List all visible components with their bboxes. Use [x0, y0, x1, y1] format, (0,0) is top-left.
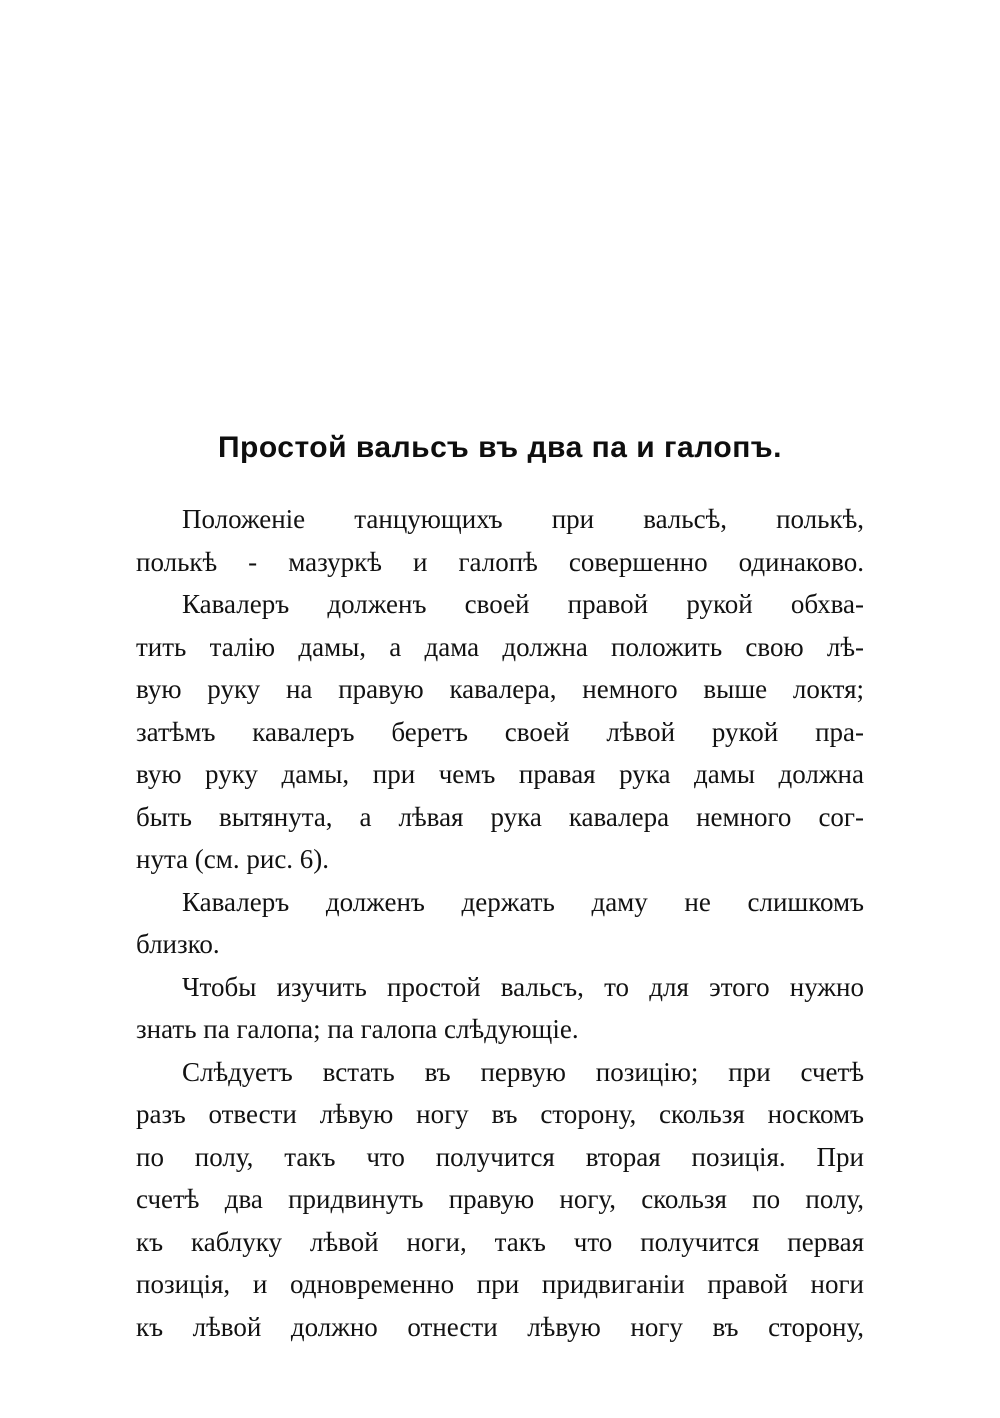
text-line: къ лѣвой должно отнести лѣвую ногу въ сторону, [136, 1311, 864, 1342]
text-line: вую руку на правую кавалера, немного выше локтя; [136, 674, 864, 704]
text-line: вую руку дамы, при чемъ правая рука дамы должна [136, 759, 864, 789]
text-line: Положеніе танцующихъ при вальсѣ, полькѣ, [182, 504, 864, 534]
text-line: Чтобы изучить простой вальсъ, то для этого нужно [182, 971, 864, 1002]
section-heading: Простой вальсъ въ два па и галопъ. [217, 431, 783, 464]
text-line: близко. [136, 929, 220, 959]
text-line: Кавалеръ долженъ держать даму не слишкомъ [182, 886, 864, 917]
text-line: позиція, и одновременно при придвиганіи правой ноги [136, 1269, 864, 1299]
text-line: быть вытянута, а лѣвая рука кавалера немного сог- [136, 801, 864, 832]
text-line: нута (см. рис. 6). [136, 844, 330, 874]
text-line: счетѣ два придвинуть правую ногу, скользя по полу, [136, 1184, 864, 1214]
body-text [136, 498, 864, 1348]
text-line: разъ отвести лѣвую ногу въ сторону, скользя носкомъ [136, 1099, 864, 1129]
text-line: Слѣдуетъ встать въ первую позицію; при счетѣ [182, 1056, 864, 1087]
text-line: знать па галопа; па галопа слѣдующіе. [136, 1014, 579, 1044]
text-line: по полу, такъ что получится вторая позиція. При [136, 1141, 864, 1172]
text-line: затѣмъ кавалеръ беретъ своей лѣвой рукой пра- [136, 716, 864, 747]
text-line: тить талію дамы, а дама должна положить свою лѣ- [136, 631, 864, 662]
text-line: полькѣ - мазуркѣ и галопѣ совершенно одинаково. [136, 546, 864, 577]
text-line: къ каблуку лѣвой ноги, такъ что получится первая [136, 1226, 864, 1257]
text-line: Кавалеръ долженъ своей правой рукой обхва- [182, 589, 864, 619]
